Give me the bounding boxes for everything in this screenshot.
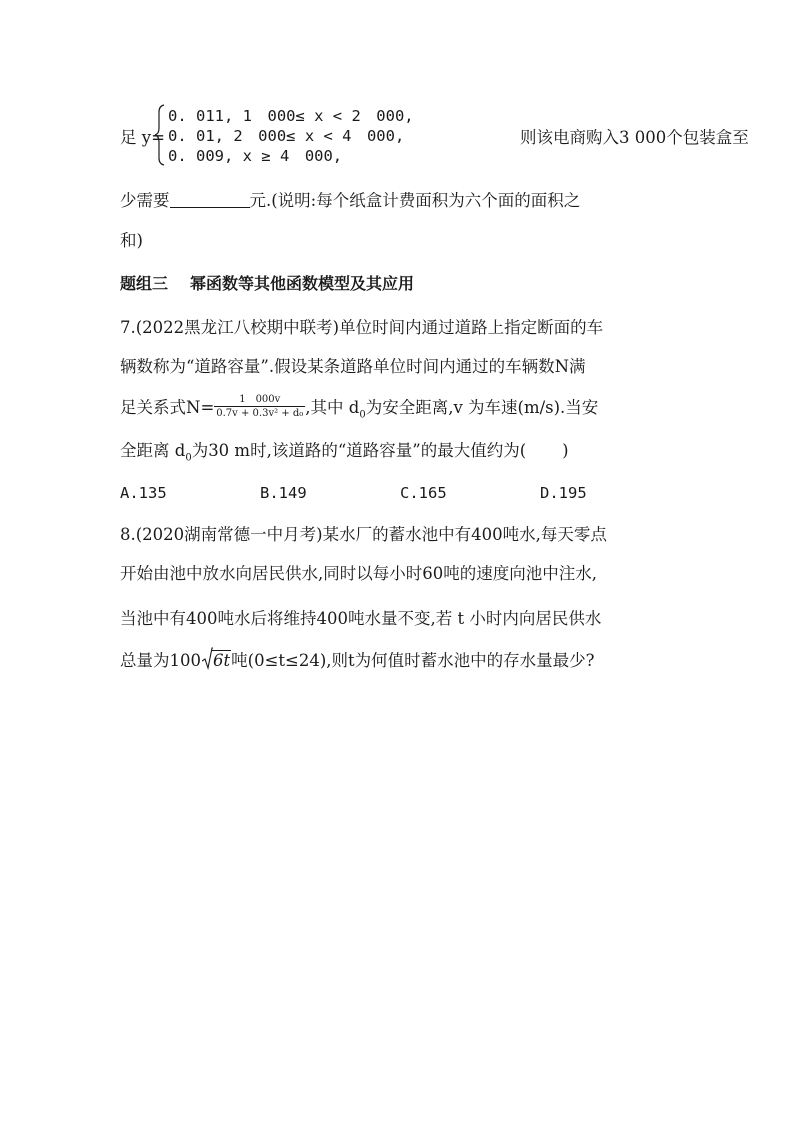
piecewise-lead: 足 y= [120, 128, 165, 147]
problem6-line3: 和) [120, 231, 143, 250]
problem8-line4 [120, 650, 595, 672]
fraction-denominator: 0.7v + 0.3v² + d₀ [216, 408, 304, 419]
left-brace-icon [154, 104, 166, 166]
problem7-formula-lead: 足关系式N= [120, 398, 215, 417]
piecewise-function [120, 102, 749, 170]
radical-sign-icon [202, 647, 213, 671]
problem8-line3: 当池中有400吨水后将维持400吨水量不变,若 t 小时内向居民供水 [120, 609, 602, 628]
section-label: 题组三 [120, 274, 169, 293]
problem7-text-b: ,其中 d [305, 398, 360, 417]
problem7-line3 [120, 395, 598, 426]
section-heading [120, 273, 414, 295]
subscript-zero: 0 [359, 409, 366, 421]
problem8-text-b: 吨(0≤t≤24),则t为何值时蓄水池中的存水量最少? [231, 651, 595, 670]
problem8-text-a: 总量为100 [120, 651, 201, 670]
radicand: 6t [213, 651, 231, 670]
choice-d[interactable]: D.195 [540, 484, 587, 502]
piecewise-case-1: 0. 011, 1 000≤ x < 2 000, [168, 107, 414, 125]
problem7-text-f: ) [562, 441, 569, 460]
choice-c[interactable]: C.165 [400, 484, 447, 502]
problem6-line2 [120, 190, 580, 212]
road-capacity-fraction [214, 393, 305, 420]
piecewise-case-2: 0. 01, 2 000≤ x < 4 000, [168, 127, 405, 145]
problem7-line1: 7.(2022黑龙江八校期中联考)单位时间内通过道路上指定断面的车 [120, 318, 604, 337]
choices-row [120, 482, 680, 504]
problem7-line2: 辆数称为“道路容量”.假设某条道路单位时间内通过的车辆数N满 [120, 357, 586, 376]
problem7-text-c: 为安全距离,v 为车速(m/s).当安 [365, 398, 599, 417]
fraction-numerator: 1 000v [214, 393, 305, 407]
problem6-text-a: 少需要 [120, 191, 170, 210]
problem7-text-d: 全距离 d [120, 441, 186, 460]
problem7-line4 [120, 440, 569, 469]
choice-b[interactable]: B.149 [260, 484, 307, 502]
section-title: 幂函数等其他函数模型及其应用 [190, 274, 415, 293]
subscript-zero: 0 [185, 452, 192, 464]
problem7-text-e: 为30 m时,该道路的“道路容量”的最大值约为( [191, 441, 527, 460]
square-root [202, 650, 231, 672]
choice-a[interactable]: A.135 [120, 484, 167, 502]
piecewise-case-3: 0. 009, x ≥ 4 000, [168, 147, 343, 165]
piecewise-tail: 则该电商购入3 000个包装盒至 [520, 128, 749, 147]
problem8-line2: 开始由池中放水向居民供水,同时以每小时60吨的速度向池中注水, [120, 564, 597, 583]
problem6-text-b: 元.(说明:每个纸盒计费面积为六个面的面积之 [249, 191, 581, 210]
answer-blank[interactable] [170, 191, 250, 208]
problem8-line1: 8.(2020湖南常德一中月考)某水厂的蓄水池中有400吨水,每天零点 [120, 525, 607, 544]
